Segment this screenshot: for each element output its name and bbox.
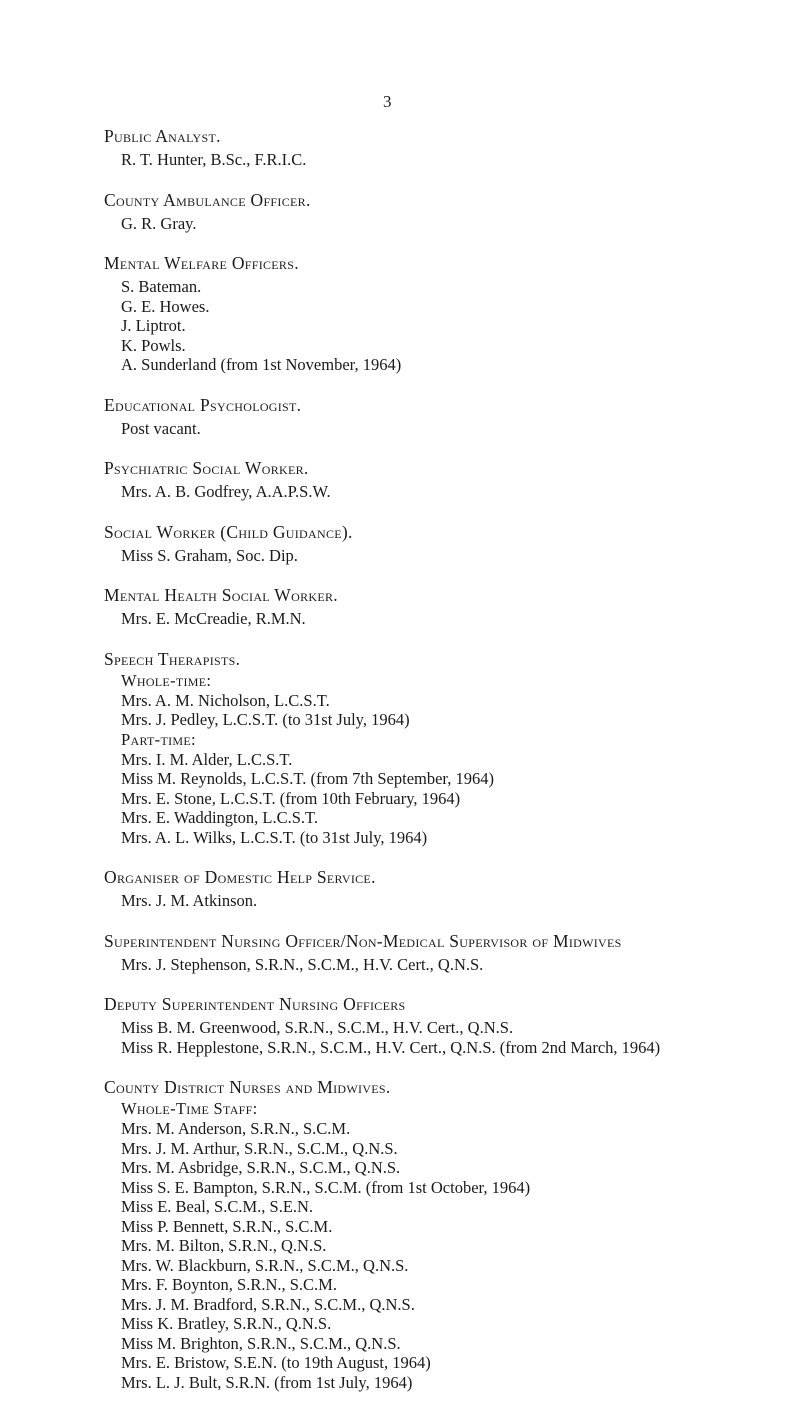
staff-entry: A. Sunderland (from 1st November, 1964) <box>121 355 402 374</box>
staff-entry: Miss S. Graham, Soc. Dip. <box>121 545 298 565</box>
section-social-worker-child-guidance <box>104 521 744 566</box>
section-mental-welfare-officers <box>104 252 744 375</box>
group-subheading: Part-time: <box>121 729 196 749</box>
staff-list <box>104 125 744 1411</box>
section-heading: Educational Psychologist. <box>104 394 302 415</box>
section-heading: Public Analyst. <box>104 126 221 146</box>
staff-entry: Mrs. A. B. Godfrey, A.A.P.S.W. <box>121 482 331 501</box>
section-organiser-domestic-help <box>104 866 744 911</box>
staff-entry: Mrs. J. M. Arthur, S.R.N., S.C.M., Q.N.S. <box>121 1138 398 1158</box>
staff-entry: Mrs. W. Blackburn, S.R.N., S.C.M., Q.N.S. <box>121 1255 409 1275</box>
section-heading: Organiser of Domestic Help Service. <box>104 867 376 887</box>
section-educational-psychologist <box>104 394 744 439</box>
staff-entry: Mrs. J. Pedley, L.C.S.T. (to 31st July, 1964) <box>121 710 410 729</box>
staff-entry: Mrs. M. Anderson, S.R.N., S.C.M. <box>121 1119 351 1138</box>
staff-entry: G. R. Gray. <box>121 213 197 233</box>
section-county-district-nurses <box>104 1076 744 1392</box>
staff-entry: Mrs. E. Stone, L.C.S.T. (from 10th February, 1964) <box>121 788 461 808</box>
staff-entry: Mrs. E. McCreadie, R.M.N. <box>121 609 306 628</box>
staff-entry: Miss B. M. Greenwood, S.R.N., S.C.M., H.V. Cert., Q.N.S. <box>121 1018 514 1037</box>
group-subheading: Whole-time: <box>121 670 212 690</box>
staff-entry: Miss M. Brighton, S.R.N., S.C.M., Q.N.S. <box>121 1333 401 1353</box>
staff-entry: K. Powls. <box>121 335 186 355</box>
staff-entry: Miss E. Beal, S.C.M., S.E.N. <box>121 1197 314 1216</box>
staff-entry: J. Liptrot. <box>121 316 186 335</box>
staff-entry: Mrs. E. Waddington, L.C.S.T. <box>121 808 318 827</box>
staff-entry: Post vacant. <box>121 418 201 438</box>
staff-entry: Miss S. E. Bampton, S.R.N., S.C.M. (from 1st October, 1964) <box>121 1177 531 1197</box>
staff-entry: Miss P. Bennett, S.R.N., S.C.M. <box>121 1216 333 1236</box>
staff-entry: S. Bateman. <box>121 277 202 296</box>
section-heading: Speech Therapists. <box>104 648 241 669</box>
staff-entry: Miss M. Reynolds, L.C.S.T. (from 7th September, 1964) <box>121 769 495 788</box>
section-public-analyst <box>104 125 744 170</box>
staff-entry: Mrs. M. Asbridge, S.R.N., S.C.M., Q.N.S. <box>121 1158 401 1177</box>
section-deputy-superintendent-nursing-officers <box>104 993 744 1057</box>
section-heading: County District Nurses and Midwives. <box>104 1077 391 1097</box>
section-heading: Mental Welfare Officers. <box>104 253 299 273</box>
staff-entry: Mrs. A. L. Wilks, L.C.S.T. (to 31st July, 1964) <box>121 827 428 847</box>
section-heading: Deputy Superintendent Nursing Officers <box>104 994 406 1014</box>
section-speech-therapists <box>104 648 744 848</box>
section-heading: Psychiatric Social Worker. <box>104 458 309 478</box>
staff-entry: Mrs. I. M. Alder, L.C.S.T. <box>121 749 293 769</box>
staff-entry: R. T. Hunter, B.Sc., F.R.I.C. <box>121 150 307 169</box>
section-heading: Superintendent Nursing Officer/Non-Medical Supervisor of Midwives <box>104 930 622 951</box>
staff-entry: G. E. Howes. <box>121 296 210 316</box>
section-heading: County Ambulance Officer. <box>104 189 311 210</box>
staff-entry: Miss K. Bratley, S.R.N., Q.N.S. <box>121 1314 332 1333</box>
section-mental-health-social-worker <box>104 584 744 629</box>
staff-entry: Mrs. E. Bristow, S.E.N. (to 19th August, 1964) <box>121 1353 431 1372</box>
group-subheading: Whole-Time Staff: <box>121 1099 258 1118</box>
staff-entry: Mrs. J. M. Bradford, S.R.N., S.C.M., Q.N.S. <box>121 1294 415 1314</box>
section-heading: Mental Health Social Worker. <box>104 585 338 605</box>
staff-entry: Mrs. F. Boynton, S.R.N., S.C.M. <box>121 1275 337 1294</box>
section-psychiatric-social-worker <box>104 457 744 502</box>
page-number: 3 <box>383 92 392 111</box>
staff-entry: Miss R. Hepplestone, S.R.N., S.C.M., H.V. Cert., Q.N.S. (from 2nd March, 1964) <box>121 1037 661 1057</box>
staff-entry: Mrs. A. M. Nicholson, L.C.S.T. <box>121 690 330 710</box>
section-superintendent-nursing-officer <box>104 930 744 975</box>
section-heading: Social Worker (Child Guidance). <box>104 521 353 542</box>
staff-entry: Mrs. M. Bilton, S.R.N., Q.N.S. <box>121 1236 327 1255</box>
staff-entry: Mrs. J. M. Atkinson. <box>121 891 258 910</box>
staff-entry: Mrs. L. J. Bult, S.R.N. (from 1st July, 1964) <box>121 1372 413 1392</box>
section-county-ambulance-officer <box>104 189 744 234</box>
staff-entry: Mrs. J. Stephenson, S.R.N., S.C.M., H.V. Cert., Q.N.S. <box>121 954 484 974</box>
